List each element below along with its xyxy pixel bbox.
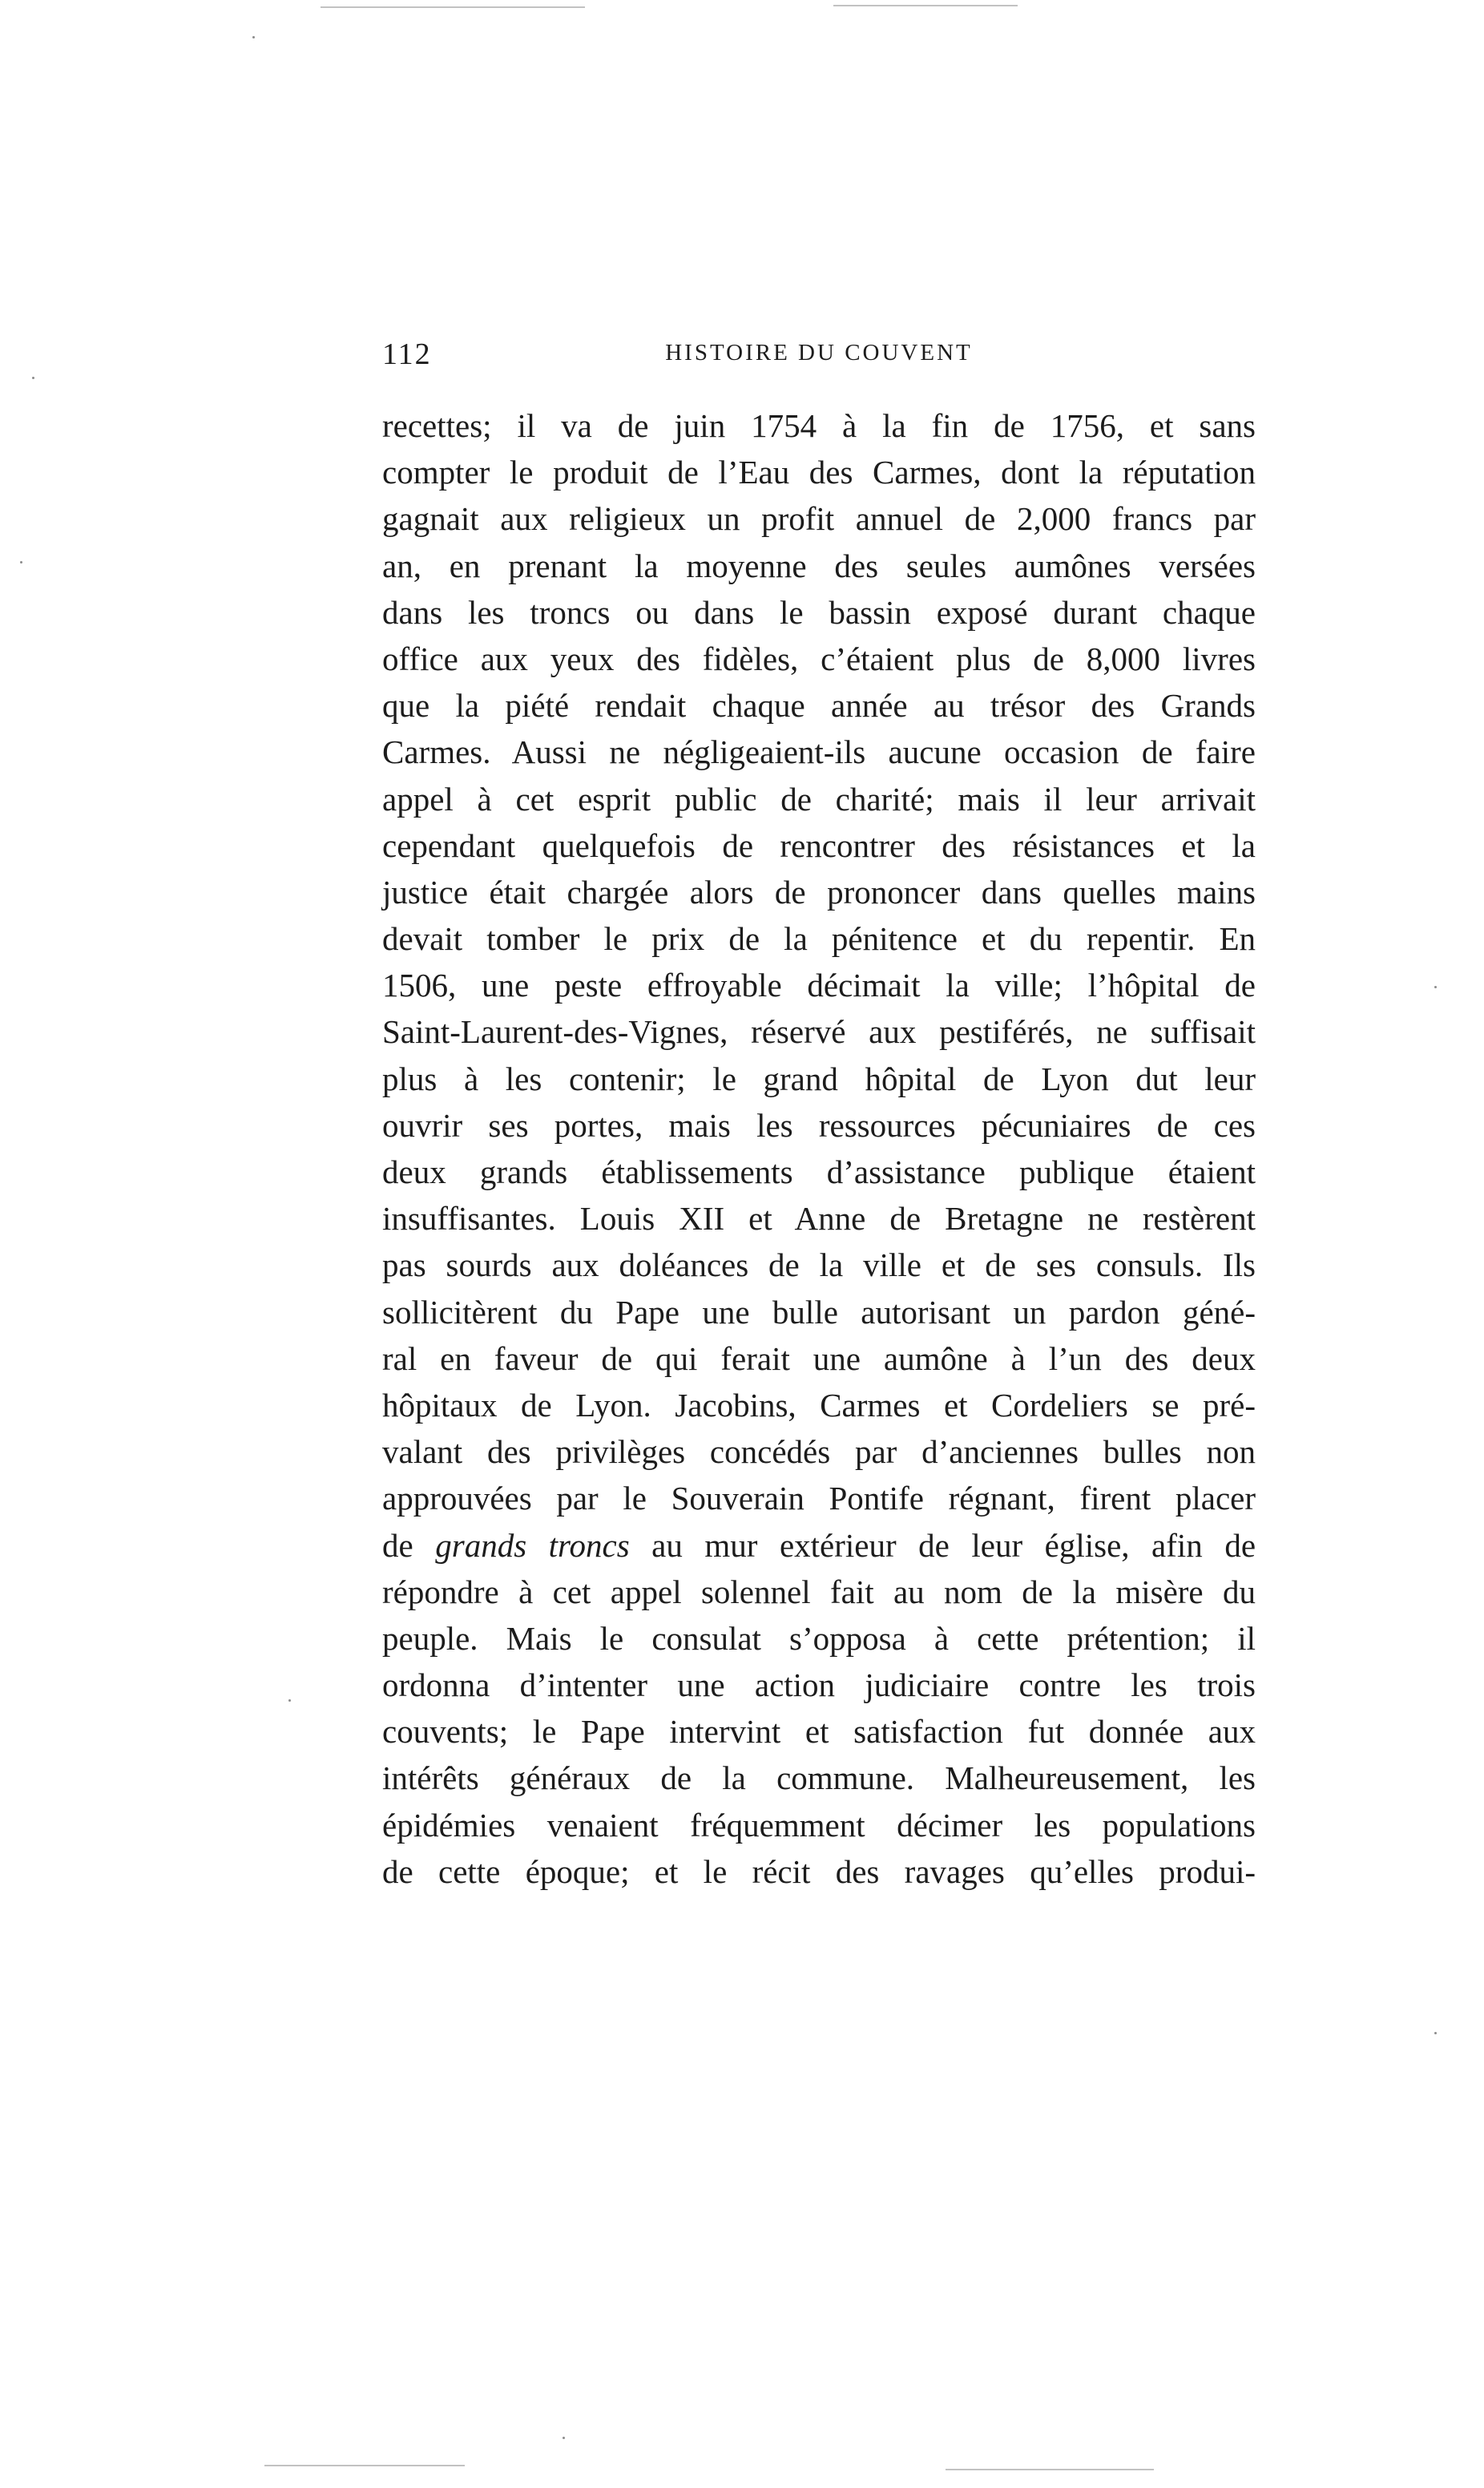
text-line: Saint-Laurent-des-Vignes, réservé aux pestiférés, ne suffisait — [382, 1013, 1256, 1051]
scan-speck — [563, 2437, 565, 2439]
text-line: pas sourds aux doléances de la ville et de ses consuls. Ils — [382, 1246, 1256, 1284]
text-line: insuffisantes. Louis XII et Anne de Bretagne ne restèrent — [382, 1200, 1256, 1238]
scan-speck — [20, 561, 22, 563]
text-line: que la piété rendait chaque année au trésor des Grands — [382, 687, 1256, 725]
text-run: de — [382, 1526, 436, 1564]
text-line: valant des privilèges concédés par d’anciennes bulles non — [382, 1433, 1256, 1471]
text-line: peuple. Mais le consulat s’opposa à cette prétention; il — [382, 1619, 1256, 1657]
text-line: approuvées par le Souverain Pontife régnant, firent placer — [382, 1480, 1256, 1517]
text-line: an, en prenant la moyenne des seules aumônes versées — [382, 547, 1256, 584]
scan-rule-top-right — [833, 5, 1018, 6]
text-line: 1506, une peste effroyable décimait la ville; l’hôpital de — [382, 967, 1256, 1004]
page-number: 112 — [382, 337, 432, 371]
text-line: de cette époque; et le récit des ravages qu’elles produi- — [382, 1852, 1256, 1890]
scan-speck — [288, 1699, 291, 1702]
body-text — [382, 402, 1256, 1895]
italic-phrase: grands troncs — [435, 1526, 630, 1564]
text-line: justice était chargée alors de prononcer dans quelles mains — [382, 873, 1256, 911]
text-line: recettes; il va de juin 1754 à la fin de 1756, et sans — [382, 407, 1256, 444]
text-run: au mur extérieur de leur église, afin de — [629, 1526, 1256, 1564]
scan-rule-bottom-right — [946, 2469, 1154, 2470]
page-header — [382, 337, 1256, 385]
text-line: plus à les contenir; le grand hôpital de Lyon dut leur — [382, 1060, 1256, 1097]
text-line: deux grands établissements d’assistance publique étaient — [382, 1153, 1256, 1190]
scan-speck — [252, 36, 255, 38]
text-line: compter le produit de l’Eau des Carmes, dont la réputation — [382, 454, 1256, 491]
running-title: HISTOIRE DU COUVENT — [665, 340, 973, 366]
text-line: couvents; le Pape intervint et satisfaction fut donnée aux — [382, 1713, 1256, 1751]
scan-rule-bottom-left — [264, 2465, 465, 2466]
text-line: gagnait aux religieux un profit annuel de 2,000 francs par — [382, 500, 1256, 538]
text-line: épidémies venaient fréquemment décimer les populations — [382, 1806, 1256, 1844]
text-line: appel à cet esprit public de charité; mais il leur arrivait — [382, 780, 1256, 818]
scan-speck — [32, 377, 34, 379]
text-line: Carmes. Aussi ne négligeaient-ils aucune occasion de faire — [382, 733, 1256, 771]
text-line: ouvrir ses portes, mais les ressources pécuniaires de ces — [382, 1106, 1256, 1144]
text-line: ordonna d’intenter une action judiciaire contre les trois — [382, 1666, 1256, 1704]
text-line: office aux yeux des fidèles, c’étaient plus de 8,000 livres — [382, 640, 1256, 677]
text-line: répondre à cet appel solennel fait au nom de la misère du — [382, 1573, 1256, 1610]
text-line-with-italic — [382, 1522, 1256, 1569]
scan-speck — [1434, 986, 1437, 988]
text-line: devait tomber le prix de la pénitence et du repentir. En — [382, 920, 1256, 958]
text-line: ral en faveur de qui ferait une aumône à l’un des deux — [382, 1339, 1256, 1377]
text-line: dans les troncs ou dans le bassin exposé durant chaque — [382, 593, 1256, 631]
scan-speck — [1434, 2032, 1437, 2034]
scan-rule-top-left — [321, 6, 585, 8]
text-line: cependant quelquefois de rencontrer des résistances et la — [382, 826, 1256, 864]
text-line: intérêts généraux de la commune. Malheureusement, les — [382, 1759, 1256, 1797]
text-line: sollicitèrent du Pape une bulle autorisant un pardon géné- — [382, 1293, 1256, 1331]
text-line: hôpitaux de Lyon. Jacobins, Carmes et Cordeliers se pré- — [382, 1386, 1256, 1424]
